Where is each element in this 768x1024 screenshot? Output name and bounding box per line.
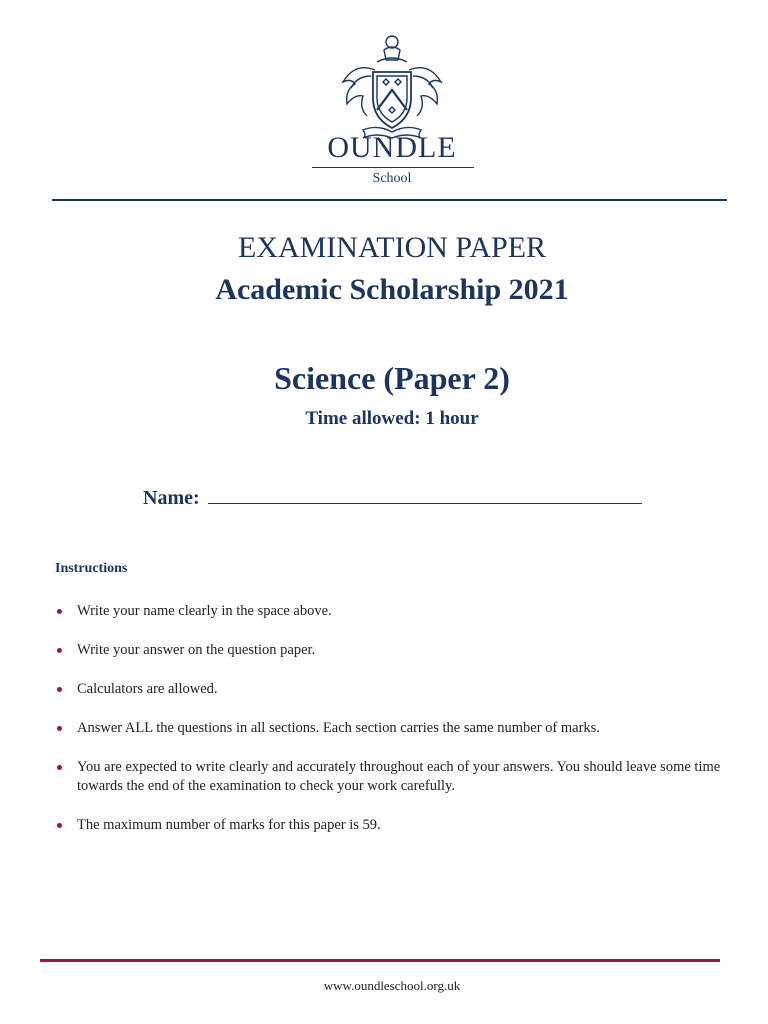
list-item: [55, 641, 735, 660]
footer-divider: [40, 959, 720, 962]
list-item: [55, 719, 735, 738]
time-allowed: Time allowed: 1 hour: [305, 408, 479, 429]
bullet-icon: [57, 687, 62, 692]
bullet-icon: [57, 609, 62, 614]
name-field: [143, 485, 642, 510]
instruction-text: Calculators are allowed.: [77, 681, 218, 697]
bullet-icon: [57, 648, 62, 653]
list-item: [55, 816, 735, 835]
instruction-text: You are expected to write clearly and accurately throughout each of your answers. You should leave some time towards the end of the examination to check your work carefully.: [77, 759, 721, 794]
header-divider: [52, 199, 727, 201]
school-name: OUNDLE: [327, 131, 457, 164]
bullet-icon: [57, 765, 62, 770]
school-subtitle: School: [372, 171, 412, 186]
bullet-icon: [57, 823, 62, 828]
bullet-icon: [57, 726, 62, 731]
instruction-text: Write your answer on the question paper.: [77, 642, 316, 658]
instruction-text: Answer ALL the questions in all sections. Each section carries the same number of marks.: [77, 720, 600, 736]
school-crest-icon: [337, 32, 447, 140]
name-label: Name:: [143, 487, 200, 509]
instructions-list: [55, 602, 735, 855]
name-input-line[interactable]: [208, 485, 642, 504]
school-name-divider: [312, 167, 474, 168]
instruction-text: The maximum number of marks for this paper is 59.: [77, 817, 381, 833]
exam-subtitle: Academic Scholarship 2021: [215, 273, 569, 306]
footer-url: www.oundleschool.org.uk: [323, 978, 461, 993]
list-item: [55, 602, 735, 621]
instructions-title: Instructions: [55, 561, 128, 576]
instruction-text: Write your name clearly in the space above.: [77, 603, 332, 619]
exam-title: EXAMINATION PAPER: [237, 231, 547, 264]
list-item: [55, 680, 735, 699]
subject-title: Science (Paper 2): [274, 360, 510, 396]
list-item: [55, 758, 735, 796]
